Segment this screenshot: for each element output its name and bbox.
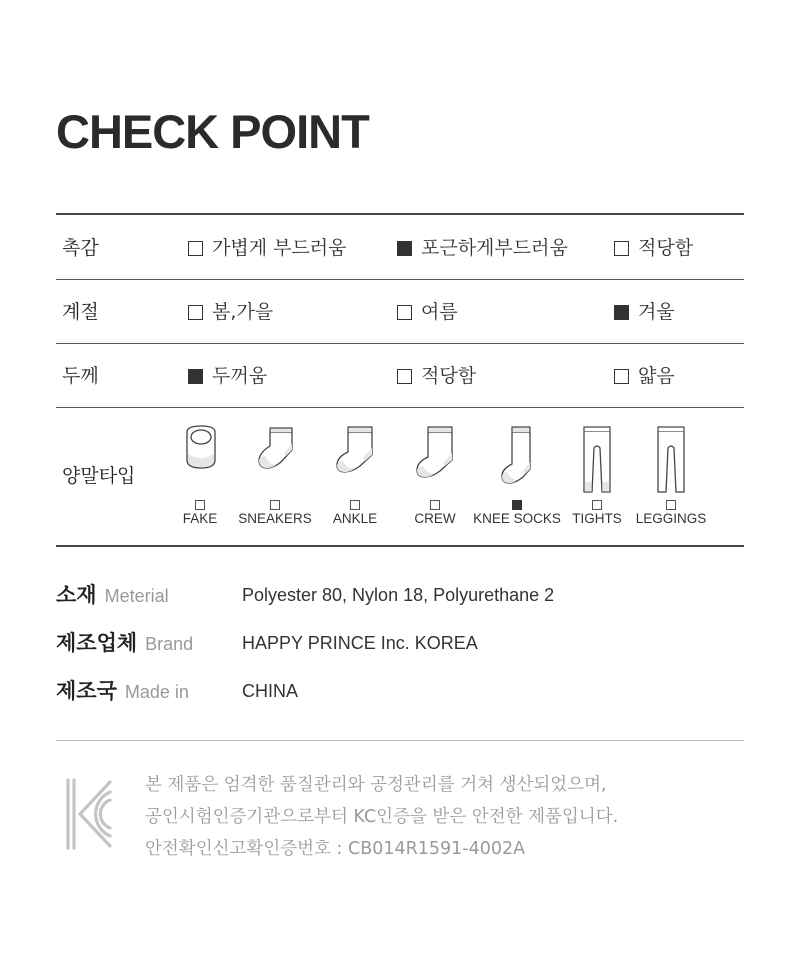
kc-notice-line-2: 공인시험인증기관으로부터 KC인증을 받은 안전한 제품입니다. (145, 807, 619, 827)
row-label-texture: 촉감 (62, 237, 99, 259)
option-text: 봄,가을 (212, 301, 274, 323)
option-text: 적당함 (421, 365, 477, 387)
option-text: 얇음 (638, 365, 675, 387)
texture-option-2 (397, 236, 568, 260)
option-text: 겨울 (638, 301, 675, 323)
info-key-ko: 소재 (56, 583, 97, 607)
table-top-rule (56, 213, 744, 215)
kc-mark-icon (64, 776, 116, 852)
row-label-season: 계절 (62, 301, 99, 323)
kc-certificate-number: 안전확인신고확인증번호 : CB014R1591-4002A (145, 839, 526, 859)
season-option-3 (614, 300, 675, 324)
info-key-en: Brand (145, 634, 194, 654)
knee-sock-icon (498, 424, 558, 496)
season-option-1 (188, 300, 273, 324)
info-key-ko: 제조업체 (56, 631, 138, 655)
sock-type-label-leggings: LEGGINGS (635, 511, 707, 526)
checkbox (397, 305, 412, 320)
option-text: 두꺼움 (212, 365, 268, 387)
fake-sock-icon (184, 424, 244, 496)
row-label-thickness: 두께 (62, 365, 99, 387)
checkbox-checked (188, 369, 203, 384)
info-key-material (56, 581, 169, 610)
texture-option-3 (614, 236, 693, 260)
info-key-made-in (56, 677, 189, 706)
kc-notice-line-1: 본 제품은 엄격한 품질관리와 공정관리를 거쳐 생산되었으며, (145, 775, 607, 795)
table-bottom-rule (56, 545, 744, 547)
thickness-option-3 (614, 364, 675, 388)
thickness-option-2 (397, 364, 476, 388)
sock-type-checkbox-sneakers (270, 500, 280, 510)
row-divider (56, 279, 744, 280)
option-text: 여름 (421, 301, 458, 323)
row-divider (56, 407, 744, 408)
checkbox (397, 369, 412, 384)
tights-icon (580, 424, 640, 496)
texture-option-1 (188, 236, 347, 260)
sock-type-checkbox-crew (430, 500, 440, 510)
option-text: 포근하게부드러움 (421, 237, 568, 259)
season-option-2 (397, 300, 458, 324)
info-value-brand: HAPPY PRINCE Inc. KOREA (242, 633, 478, 653)
row-label-sock-type: 양말타입 (62, 465, 136, 487)
info-value-material: Polyester 80, Nylon 18, Polyurethane 2 (242, 585, 555, 605)
sock-type-label-crew: CREW (414, 511, 456, 526)
checkbox-checked (397, 241, 412, 256)
sock-type-checkbox-tights (592, 500, 602, 510)
sock-type-label-sneakers: SNEAKERS (238, 511, 312, 526)
checkbox (614, 369, 629, 384)
checkbox-checked (614, 305, 629, 320)
ankle-sock-icon (334, 424, 394, 496)
sock-type-label-fake: FAKE (182, 511, 218, 526)
leggings-icon (654, 424, 714, 496)
sock-type-checkbox-fake (195, 500, 205, 510)
option-text: 적당함 (638, 237, 694, 259)
checkbox (614, 241, 629, 256)
option-text: 가볍게 부드러움 (212, 237, 347, 259)
sock-type-checkbox-knee-socks (512, 500, 522, 510)
sock-type-checkbox-leggings (666, 500, 676, 510)
info-key-en: Meterial (104, 586, 169, 606)
info-key-ko: 제조국 (56, 679, 117, 703)
sock-type-label-knee-socks: KNEE SOCKS (473, 511, 561, 526)
page-title: CHECK POINT (56, 105, 369, 158)
info-value-made-in: CHINA (242, 681, 299, 701)
thickness-option-1 (188, 364, 267, 388)
info-key-brand (56, 629, 193, 658)
crew-sock-icon (414, 424, 474, 496)
checkbox (188, 305, 203, 320)
sock-type-label-tights: TIGHTS (572, 511, 622, 526)
sneakers-sock-icon (256, 424, 316, 496)
sock-type-label-ankle: ANKLE (332, 511, 378, 526)
checkbox (188, 241, 203, 256)
section-divider (56, 740, 744, 741)
row-divider (56, 343, 744, 344)
sock-type-checkbox-ankle (350, 500, 360, 510)
info-key-en: Made in (124, 682, 189, 702)
